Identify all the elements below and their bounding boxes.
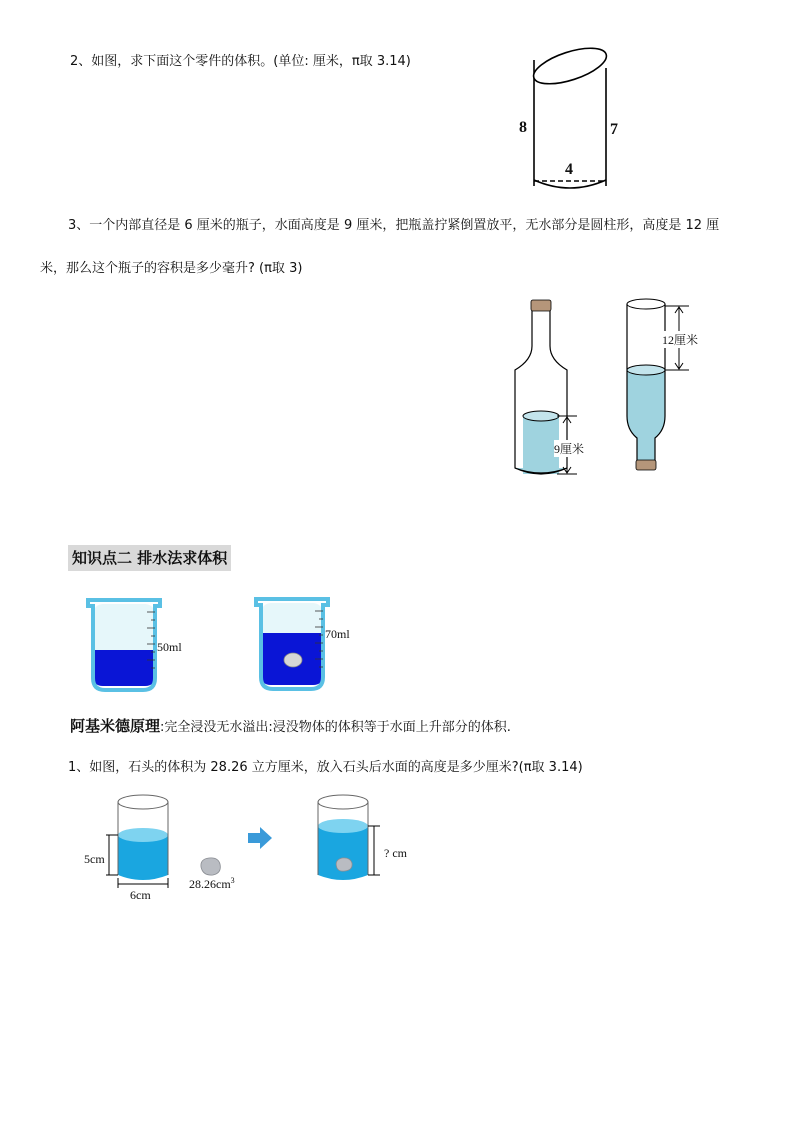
principle-text: :完全浸没无水溢出:浸没物体的体积等于水面上升部分的体积. [160,720,511,735]
figure-label-bottom: 4 [565,161,573,178]
cylinder-width-label: 6cm [130,888,151,902]
upright-water-height-label: 9厘米 [554,442,585,456]
arrow-right-icon [247,826,273,850]
question-2-text: 2、如图，求下面这个零件的体积。(单位: 厘米，π取 3.14) [70,54,411,69]
stone-volume-exponent: 3 [230,876,235,885]
cylinder-after-figure [300,790,410,890]
stone-volume-value: 28.26cm [189,877,231,891]
stone-volume-label [189,876,235,892]
question-1-text: 1、如图，石头的体积为 28.26 立方厘米，放入石头后水面的高度是多少厘米?(π取 3.14) [68,760,583,775]
figure-label-left: 8 [519,119,527,136]
section-title: 知识点二 排水法求体积 [68,545,231,571]
stone-icon [284,653,302,667]
upright-bottle-figure [505,296,605,486]
beaker-left [85,598,165,692]
beaker-right [253,597,333,691]
figure-label-right: 7 [610,121,618,138]
beaker-left-volume-label: 50ml [157,640,182,654]
archimedes-principle [70,716,511,738]
inverted-empty-height-label: 12厘米 [662,333,699,347]
water-height-label: 5cm [84,852,105,866]
cylinder-before-figure [100,790,180,900]
principle-title: 阿基米德原理 [70,717,161,735]
question-3-line1: 3、一个内部直径是 6 厘米的瓶子，水面高度是 9 厘米，把瓶盖拧紧倒置放平，无水部分是圆柱形，高度是 12 厘 [68,218,720,233]
inverted-bottle-figure [615,296,725,476]
unknown-height-label: ? cm [384,846,407,860]
beaker-right-volume-label: 70ml [325,627,350,641]
question-3-line2: 米，那么这个瓶子的容积是多少毫升? (π取 3) [40,261,303,276]
